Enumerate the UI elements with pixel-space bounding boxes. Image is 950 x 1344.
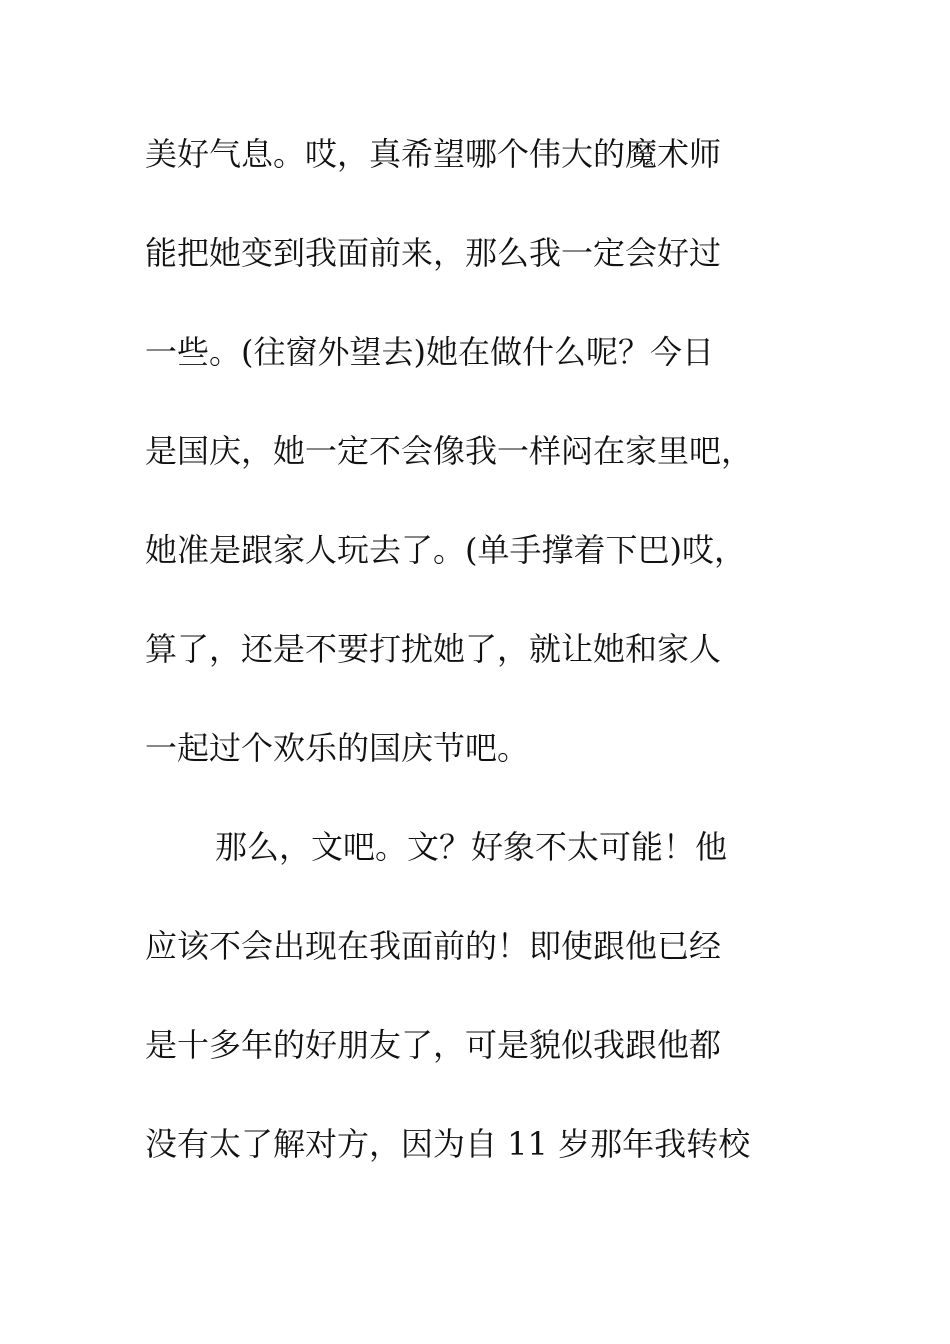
text-line: 她准是跟家人玩去了。(单手撑着下巴)哎， [145, 531, 746, 569]
text-line: 是国庆，她一定不会像我一样闷在家里吧， [145, 432, 754, 470]
text-line: 美好气息。哎，真希望哪个伟大的魔术师 [145, 135, 722, 173]
text-line: 是十多年的好朋友了，可是貌似我跟他都 [145, 1026, 722, 1064]
paragraph-start-line: 那么，文吧。文？好象不太可能！他 [215, 828, 728, 866]
text-line: 能把她变到我面前来，那么我一定会好过 [145, 234, 722, 272]
text-line: 算了，还是不要打扰她了，就让她和家人 [145, 630, 722, 668]
text-line: 一起过个欢乐的国庆节吧。 [145, 729, 530, 767]
text-line: 一些。(往窗外望去)她在做什么呢？今日 [145, 333, 714, 371]
text-line: 应该不会出现在我面前的！即使跟他已经 [145, 927, 722, 965]
body-text [145, 124, 805, 1213]
text-line: 没有太了解对方，因为自 11 岁那年我转校 [145, 1125, 751, 1163]
